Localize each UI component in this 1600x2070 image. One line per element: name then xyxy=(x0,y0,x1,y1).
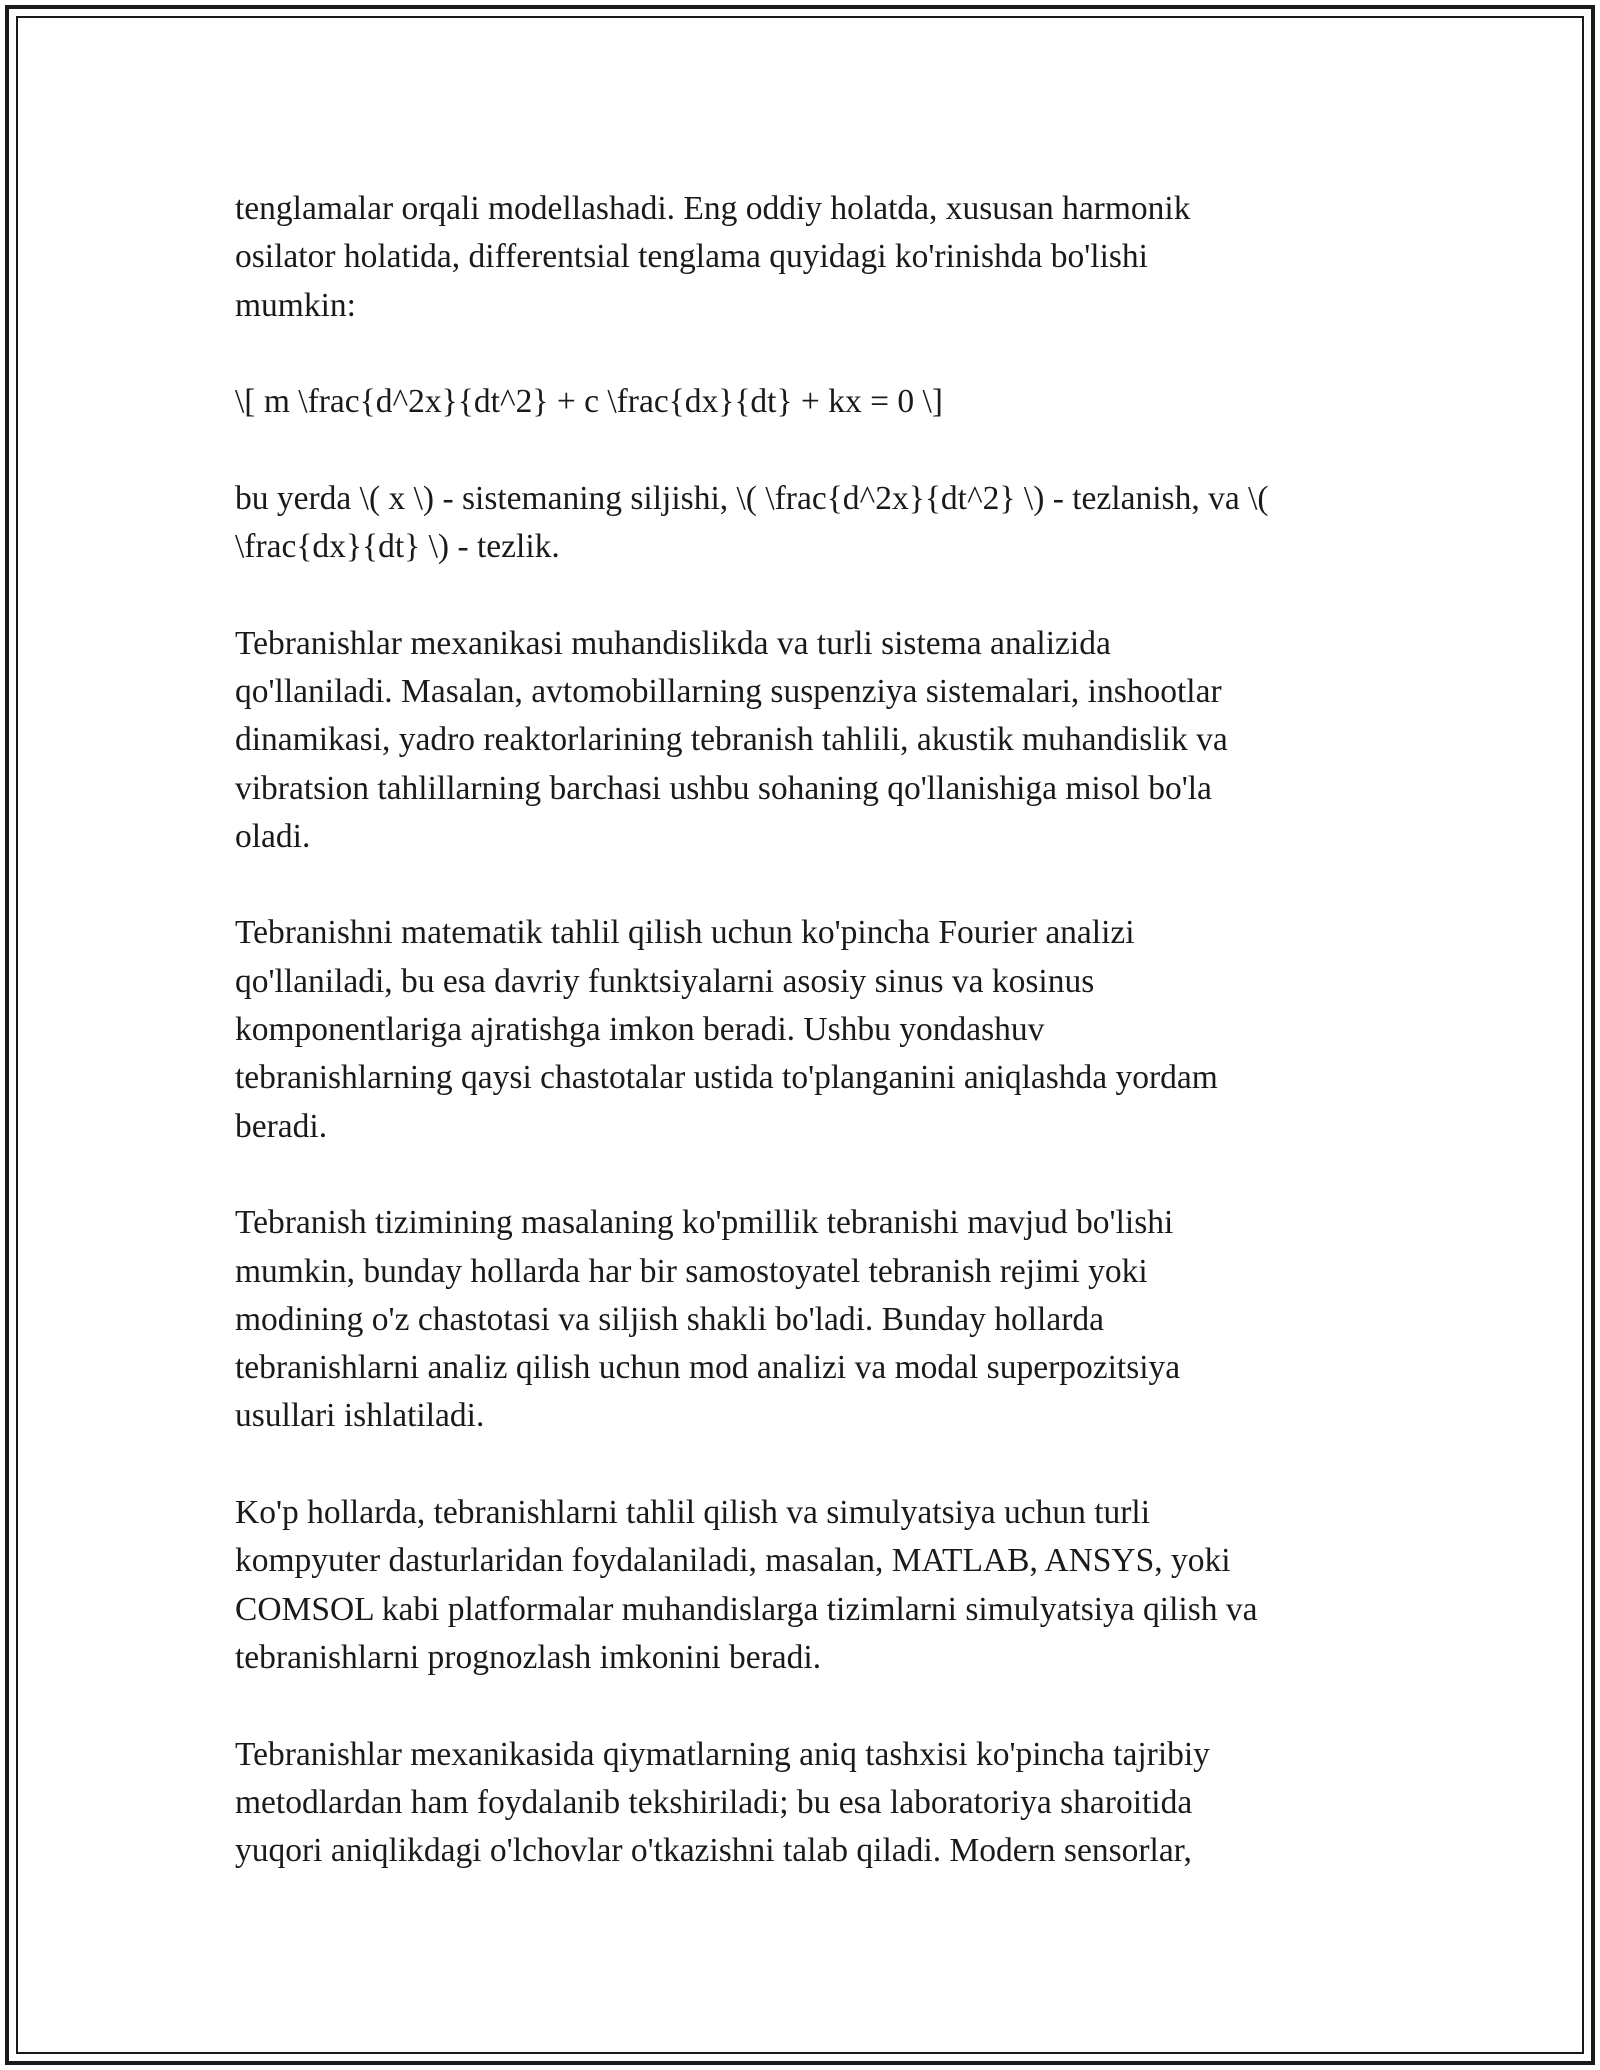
paragraph-applications: Tebranishlar mexanikasi muhandislikda va turli sistema analizida qo'llaniladi. Masalan, avtomobillarning suspenziya sistemalari, inshootlar dinamikasi, yadro reaktorlarining tebranish tahlili, akustik muhandislik va vibratsion tahlillarning barchasi ushbu sohaning qo'llanishiga misol bo'la oladi. xyxy=(235,624,1228,855)
paragraph-intro: tenglamalar orqali modellashadi. Eng oddiy holatda, xususan harmonik osilator holatida, differentsial tenglama quyidagi ko'rinishda bo'lishi mumkin: xyxy=(235,190,1191,324)
equation-line: \[ m \frac{d^2x}{dt^2} + c \frac{dx}{dt} + kx = 0 \] xyxy=(235,383,943,421)
paragraph-modal-analysis: Tebranish tizimining masalaning ko'pmillik tebranishi mavjud bo'lishi mumkin, bunday hollarda har bir samostoyatel tebranish rejimi yoki modining o'z chastotasi va siljish shakli bo'ladi. Bunday hollarda tebranishlarni analiz qilish uchun mod analizi va modal superpozitsiya usullari ishlatiladi. xyxy=(235,1204,1181,1435)
paragraph-fourier: Tebranishni matematik tahlil qilish uchun ko'pincha Fourier analizi qo'llaniladi, bu esa davriy funktsiyalarni asosiy sinus va kosinus komponentlariga ajratishga imkon beradi. Ushbu yondashuv tebranishlarning qaysi chastotalar ustida to'planganini aniqlashda yordam beradi. xyxy=(235,914,1218,1145)
document-body xyxy=(235,185,1380,1875)
paragraph-definitions: bu yerda \( x \) - sistemaning siljishi, \( \frac{d^2x}{dt^2} \) - tezlanish, va \( \frac{dx}{dt} \) - tezlik. xyxy=(235,479,1269,566)
paragraph-experimental: Tebranishlar mexanikasida qiymatlarning aniq tashxisi ko'pincha tajribiy metodlardan ham foydalanib tekshiriladi; bu esa laboratoriya sharoitida yuqori aniqlikdagi o'lchovlar o'tkazishni talab qiladi. Modern sensorlar, xyxy=(235,1735,1210,1870)
paragraph-software: Ko'p hollarda, tebranishlarni tahlil qilish va simulyatsiya uchun turli kompyuter dasturlaridan foydalaniladi, masalan, MATLAB, ANSYS, yoki COMSOL kabi platformalar muhandislarga tizimlarni simulyatsiya qilish va tebranishlarni prognozlash imkonini beradi. xyxy=(235,1494,1258,1676)
